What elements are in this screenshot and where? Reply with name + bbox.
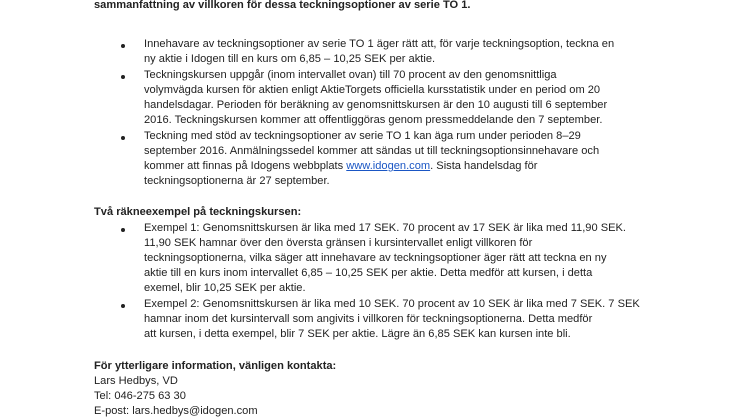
term-3-line-3-pre: kommer att finnas på Idogens webbplats [144, 160, 347, 172]
bullet-icon [121, 136, 125, 140]
term-2-line-2: volymvägda kursen för aktien enligt AktieTorgets officiella kursstatistik under en period om 20 [144, 84, 601, 96]
term-1-line-2: ny aktie i Idogen till en kurs om 6,85 – 10,25 SEK per aktie. [144, 53, 436, 65]
term-2-line-1: Teckningskursen uppgår (inom intervallet ovan) till 70 procent av den genomsnittliga [144, 69, 557, 81]
intro-heading: sammanfattning av villkoren för dessa teckningsoptioner av serie TO 1. [94, 0, 471, 11]
term-3-line-1: Teckning med stöd av teckningsoptioner av serie TO 1 kan äga rum under perioden 8–29 [144, 130, 581, 142]
idogen-website-link[interactable]: www.idogen.com [346, 160, 431, 172]
example-1-line-1: Exempel 1: Genomsnittskursen är lika med 17 SEK. 70 procent av 17 SEK är lika med 11,90 SEK. [144, 222, 626, 234]
contact-phone: Tel: 046-275 63 30 [94, 390, 186, 402]
term-3-line-3-post: . Sista handelsdag för [430, 160, 538, 172]
bullet-icon [121, 44, 125, 48]
bullet-icon [121, 304, 125, 308]
term-2-line-4: 2016. Teckningskursen kommer att offentliggöras genom pressmeddelande den 7 september. [144, 114, 603, 126]
term-2-line-3: handelsdagar. Perioden för beräkning av genomsnittskursen är den 10 augusti till 6 september [144, 99, 608, 111]
examples-heading: Två räkneexempel på teckningskursen: [94, 206, 302, 218]
contact-email: E-post: lars.hedbys@idogen.com [94, 405, 258, 417]
example-1-line-4: aktie till en kurs inom intervallet 6,85 – 10,25 SEK per aktie. Detta medför att kursen, i detta [144, 267, 593, 279]
example-2-line-1: Exempel 2: Genomsnittskursen är lika med 10 SEK. 70 procent av 10 SEK är lika med 7 SEK. 7 SEK [144, 298, 640, 310]
bullet-icon [121, 228, 125, 232]
bullet-icon [121, 75, 125, 79]
example-2-line-3: att kursen, i detta exempel, blir 7 SEK per aktie. Lägre än 6,85 SEK kan kursen inte bli. [144, 328, 571, 340]
term-1-line-1: Innehavare av teckningsoptioner av serie TO 1 äger rätt att, för varje teckningsoption, teckna en [144, 38, 615, 50]
contact-name: Lars Hedbys, VD [94, 375, 178, 387]
example-2-line-2: hamnar inom det kursintervall som angivits i villkoren för teckningsoptionerna. Detta medför [144, 313, 593, 325]
contact-heading: För ytterligare information, vänligen kontakta: [94, 360, 337, 372]
term-3-line-2: september 2016. Anmälningssedel kommer att sändas ut till teckningsoptionsinnehavare och [144, 145, 600, 157]
example-1-line-2: 11,90 SEK hamnar över den översta gränsen i kursintervallet enligt villkoren för [144, 237, 533, 249]
example-1-line-3: teckningsoptionerna, vilka säger att innehavare av teckningsoptioner äger rätt att teckna en ny [144, 252, 607, 264]
term-3-line-4: teckningsoptionerna är 27 september. [144, 175, 330, 187]
term-3-line-3 [144, 159, 537, 174]
example-1-line-5: exemel, blir 10,25 SEK per aktie. [144, 282, 306, 294]
